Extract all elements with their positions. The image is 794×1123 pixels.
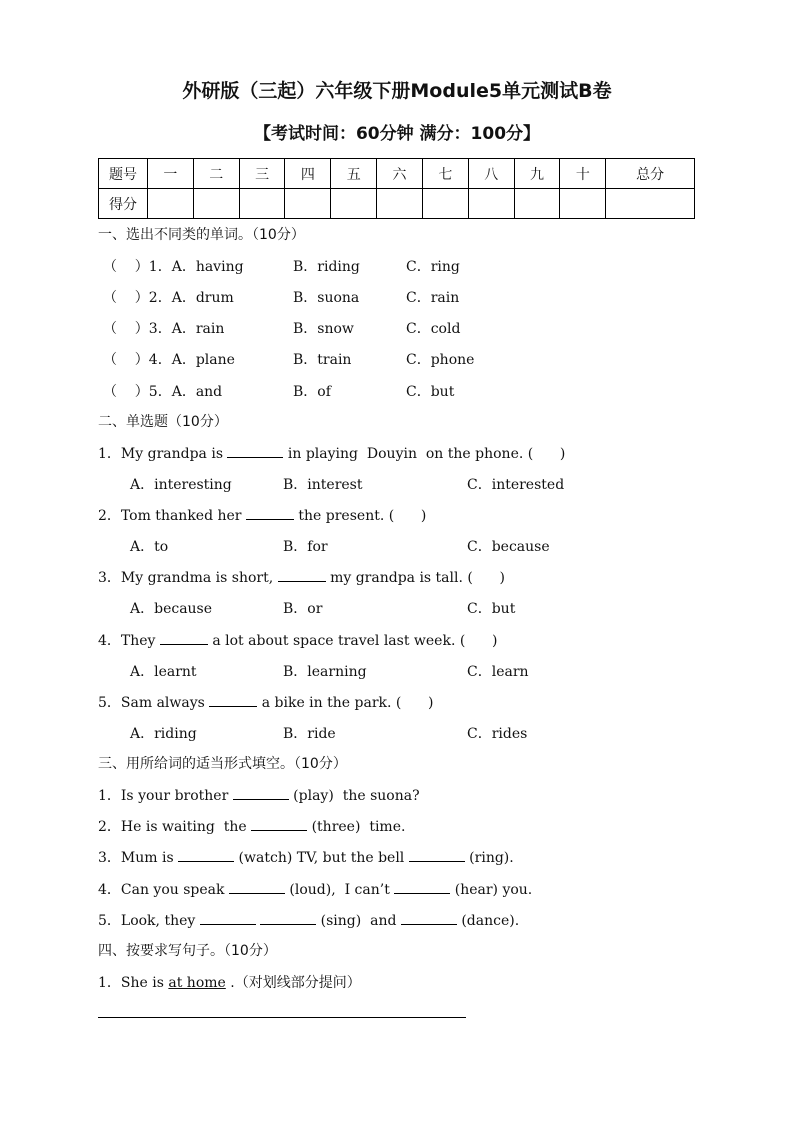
option-b: B．interest bbox=[283, 477, 363, 493]
score-table-score-row bbox=[99, 189, 695, 219]
score-table-col: 四 bbox=[285, 159, 331, 189]
answer-blank[interactable] bbox=[200, 912, 256, 925]
question-stem bbox=[98, 630, 497, 650]
answer-blank[interactable] bbox=[278, 569, 326, 582]
stem-post: (dance). bbox=[456, 913, 520, 929]
exam-info: 【考试时间：60分钟 满分：100分】 bbox=[253, 124, 541, 144]
stem-post: (play) the suona? bbox=[288, 788, 420, 804]
option-a: A．interesting bbox=[130, 477, 232, 493]
score-cell[interactable] bbox=[148, 189, 194, 219]
answer-blank[interactable] bbox=[394, 881, 450, 894]
stem-pre: 3．My grandma is short, bbox=[98, 570, 278, 586]
score-cell[interactable] bbox=[239, 189, 285, 219]
stem-pre: 2．He is waiting the bbox=[98, 819, 252, 835]
question-num-option-a: （ ）5．A．and bbox=[103, 384, 223, 400]
score-cell[interactable] bbox=[331, 189, 377, 219]
option-c: C．but bbox=[467, 601, 516, 617]
stem-post: (ring). bbox=[464, 850, 514, 866]
score-cell[interactable] bbox=[285, 189, 331, 219]
answer-blank[interactable] bbox=[229, 881, 285, 894]
underlined-phrase: at home bbox=[168, 975, 226, 991]
section-heading: 一、选出不同类的单词。（10分） bbox=[98, 227, 305, 243]
option-c: C．but bbox=[406, 384, 455, 400]
question-num-option-a: （ ）1．A．having bbox=[103, 259, 244, 275]
score-table-col: 六 bbox=[377, 159, 423, 189]
answer-blank[interactable] bbox=[251, 818, 307, 831]
score-cell[interactable] bbox=[468, 189, 514, 219]
stem-pre: 4．Can you speak bbox=[98, 882, 229, 898]
question-stem bbox=[98, 505, 426, 525]
stem-pre: 1．My grandpa is bbox=[98, 446, 228, 462]
stem-post: a bike in the park. ( ) bbox=[257, 695, 434, 711]
stem-post: a lot about space travel last week. ( ) bbox=[207, 633, 498, 649]
answer-blank[interactable] bbox=[409, 849, 465, 862]
fill-question bbox=[98, 879, 532, 899]
stem-pre: 4．They bbox=[98, 633, 160, 649]
option-b: B．or bbox=[283, 601, 323, 617]
score-table-col: 三 bbox=[239, 159, 285, 189]
option-c: C．ring bbox=[406, 259, 460, 275]
score-cell[interactable] bbox=[377, 189, 423, 219]
option-a: A．because bbox=[130, 601, 213, 617]
answer-blank[interactable] bbox=[160, 632, 208, 645]
score-table-col: 七 bbox=[422, 159, 468, 189]
score-cell[interactable] bbox=[606, 189, 695, 219]
stem-pre: 2．Tom thanked her bbox=[98, 508, 246, 524]
score-cell[interactable] bbox=[193, 189, 239, 219]
question-num-option-a: （ ）4．A．plane bbox=[103, 352, 235, 368]
answer-blank[interactable] bbox=[260, 912, 316, 925]
fill-question bbox=[98, 816, 405, 836]
stem-post: .（对划线部分提问） bbox=[225, 975, 361, 991]
score-table-col: 一 bbox=[148, 159, 194, 189]
option-c: C．because bbox=[467, 539, 550, 555]
option-a: A．learnt bbox=[130, 664, 197, 680]
page-title: 外研版（三起）六年级下册Module5单元测试B卷 bbox=[182, 80, 612, 102]
option-c: C．interested bbox=[467, 477, 565, 493]
answer-blank[interactable] bbox=[227, 445, 283, 458]
score-table-col: 十 bbox=[560, 159, 606, 189]
answer-blank[interactable] bbox=[246, 507, 294, 520]
score-table-col: 总分 bbox=[606, 159, 695, 189]
fill-question bbox=[98, 785, 420, 805]
option-c: C．rain bbox=[406, 290, 460, 306]
answer-blank[interactable] bbox=[209, 694, 257, 707]
option-c: C．rides bbox=[467, 726, 528, 742]
option-b: B．of bbox=[293, 384, 331, 400]
stem-pre: 1．She is bbox=[98, 975, 169, 991]
option-b: B．learning bbox=[283, 664, 367, 680]
stem-pre: 1．Is your brother bbox=[98, 788, 233, 804]
option-a: A．to bbox=[130, 539, 169, 555]
score-table-col: 二 bbox=[193, 159, 239, 189]
score-table-col: 九 bbox=[514, 159, 560, 189]
question-stem bbox=[98, 692, 434, 712]
stem-post: (hear) you. bbox=[450, 882, 533, 898]
answer-blank[interactable] bbox=[178, 849, 234, 862]
score-table-row-label: 题号 bbox=[99, 159, 148, 189]
option-c: C．learn bbox=[467, 664, 529, 680]
option-b: B．riding bbox=[293, 259, 360, 275]
question-num-option-a: （ ）2．A．drum bbox=[103, 290, 234, 306]
score-table-col: 八 bbox=[468, 159, 514, 189]
option-b: B．ride bbox=[283, 726, 336, 742]
stem-post: (three) time. bbox=[307, 819, 406, 835]
score-cell[interactable] bbox=[514, 189, 560, 219]
score-table-header-row bbox=[99, 159, 695, 189]
option-b: B．for bbox=[283, 539, 328, 555]
stem-post: in playing Douyin on the phone. ( ) bbox=[283, 446, 566, 462]
section-heading: 四、按要求写句子。（10分） bbox=[98, 943, 277, 959]
stem-pre: 3．Mum is bbox=[98, 850, 179, 866]
score-table bbox=[98, 158, 695, 219]
score-cell[interactable] bbox=[422, 189, 468, 219]
score-table-row-label: 得分 bbox=[99, 189, 148, 219]
option-c: C．phone bbox=[406, 352, 475, 368]
fill-question bbox=[98, 910, 519, 930]
answer-blank[interactable] bbox=[233, 787, 289, 800]
section-heading: 三、用所给词的适当形式填空。（10分） bbox=[98, 756, 347, 772]
option-a: A．riding bbox=[130, 726, 197, 742]
stem-mid: (sing) and bbox=[316, 913, 401, 929]
question-stem bbox=[98, 443, 565, 463]
section-heading: 二、单选题（10分） bbox=[98, 414, 228, 430]
question-stem bbox=[98, 567, 505, 587]
stem-pre: 5．Look, they bbox=[98, 913, 200, 929]
answer-line[interactable] bbox=[98, 1017, 466, 1018]
score-cell[interactable] bbox=[560, 189, 606, 219]
answer-blank[interactable] bbox=[401, 912, 457, 925]
option-b: B．snow bbox=[293, 321, 354, 337]
stem-mid: (watch) TV, but the bell bbox=[234, 850, 409, 866]
stem-mid: (loud), I can’t bbox=[284, 882, 395, 898]
fill-question bbox=[98, 847, 514, 867]
stem-post: my grandpa is tall. ( ) bbox=[325, 570, 506, 586]
stem-post: the present. ( ) bbox=[293, 508, 427, 524]
rewrite-question bbox=[98, 972, 361, 992]
option-b: B．suona bbox=[293, 290, 360, 306]
stem-pre: 5．Sam always bbox=[98, 695, 210, 711]
question-num-option-a: （ ）3．A．rain bbox=[103, 321, 225, 337]
score-table-col: 五 bbox=[331, 159, 377, 189]
option-b: B．train bbox=[293, 352, 352, 368]
option-c: C．cold bbox=[406, 321, 461, 337]
